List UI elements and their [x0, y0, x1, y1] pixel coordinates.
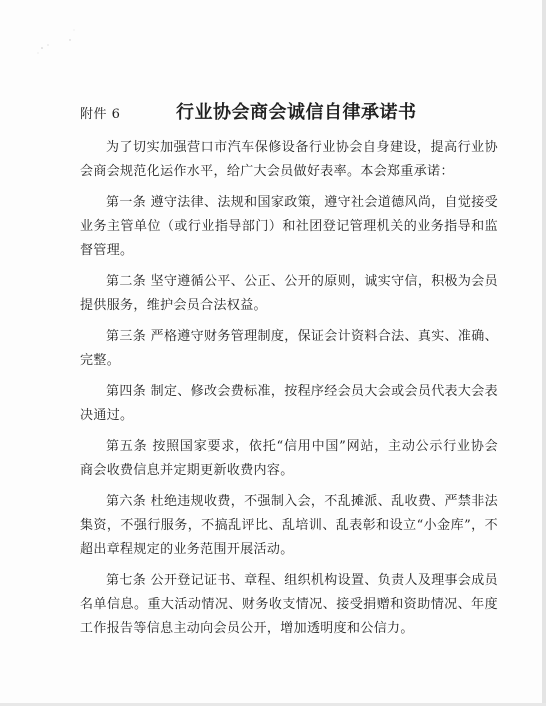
- article-6: 第六条 杜绝违规收费，不强制入会，不乱摊派、乱收费、严禁非法集资，不强行服务，不搞乱评比、乱培训、乱表彰和设立“小金库”，不超出章程规定的业务范围开展活动。: [80, 494, 498, 557]
- document-title: 行业协会商会诚信自律承诺书: [176, 102, 417, 123]
- article-7: 第七条 公开登记证书、章程、组织机构设置、负责人及理事会成员名单信息。重大活动情况、财务收支情况、接受捐赠和资助情况、年度工作报告等信息主动向会员公开，增加透明度和公信力。: [80, 573, 498, 636]
- document-body: [80, 136, 498, 648]
- article-4: 第四条 制定、修改会费标准，按程序经会员大会或会员代表大会表决通过。: [80, 384, 498, 423]
- intro-paragraph: 为了切实加强营口市汽车保修设备行业协会自身建设，提高行业协会商会规范化运作水平，给广大会员做好表率。本会郑重承诺：: [80, 140, 498, 179]
- article-1: 第一条 遵守法律、法规和国家政策，遵守社会道德风尚，自觉接受业务主管单位（或行业指导部门）和社团登记管理机关的业务指导和监督管理。: [80, 195, 498, 258]
- article-5: 第五条 按照国家要求，依托“信用中国”网站，主动公示行业协会商会收费信息并定期更新收费内容。: [80, 439, 498, 478]
- page-edge-shadow: [542, 0, 546, 706]
- attachment-label: 附件 6: [80, 107, 121, 122]
- article-3: 第三条 严格遵守财务管理制度，保证会计资料合法、真实、准确、完整。: [80, 329, 498, 368]
- document-header: [80, 98, 500, 122]
- article-2: 第二条 坚守遵循公平、公正、公开的原则，诚实守信，积极为会员提供服务，维护会员合法权益。: [80, 274, 498, 313]
- scan-specks: [30, 18, 90, 58]
